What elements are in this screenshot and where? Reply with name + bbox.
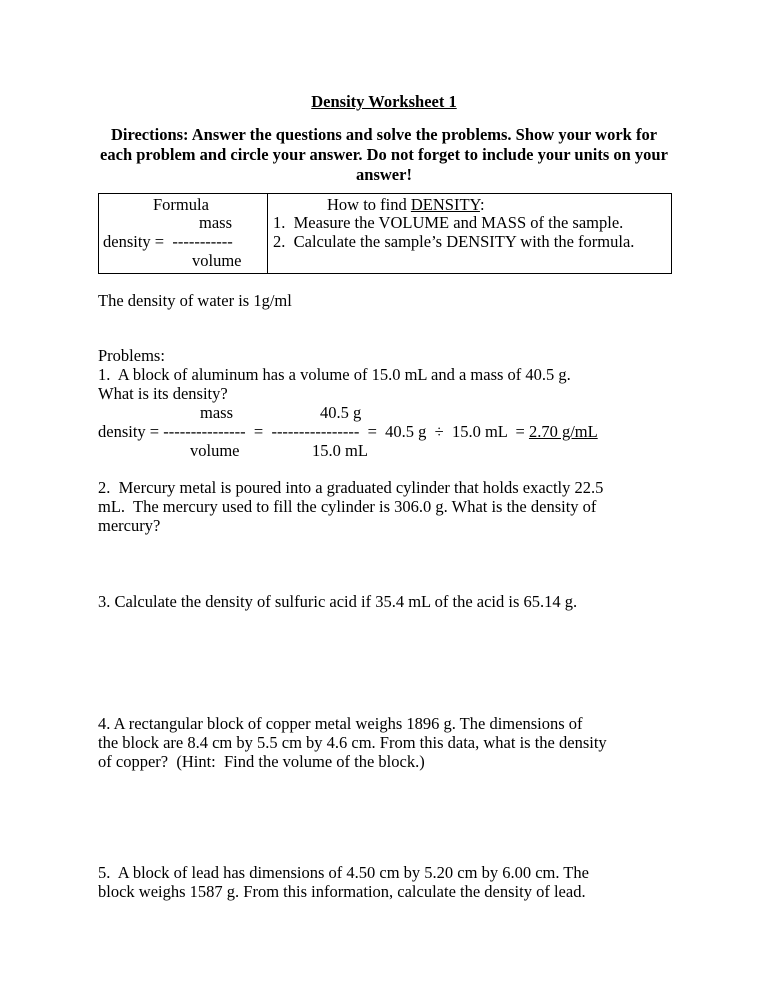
problem-1-numerator-value: 40.5 g xyxy=(320,403,362,422)
formula-heading: Formula xyxy=(153,195,209,214)
problem-2-line-1: 2. Mercury metal is poured into a graduated cylinder that holds exactly 22.5 xyxy=(98,478,604,497)
problem-4-line-3: of copper? (Hint: Find the volume of the block.) xyxy=(98,752,425,771)
problem-5-line-1: 5. A block of lead has dimensions of 4.50 cm by 5.20 cm by 6.00 cm. The xyxy=(98,863,589,882)
problem-3-line-1: 3. Calculate the density of sulfuric acid if 35.4 mL of the acid is 65.14 g. xyxy=(98,592,578,611)
problem-1-work-line xyxy=(98,422,598,441)
howto-heading xyxy=(327,196,485,215)
problem-1-denominator-value: 15.0 mL xyxy=(312,441,368,460)
problems-heading: Problems: xyxy=(98,346,165,365)
howto-step-1: 1. Measure the VOLUME and MASS of the sample. xyxy=(273,213,624,232)
formula-lhs: density = ----------- xyxy=(103,232,233,251)
table-divider xyxy=(267,194,268,273)
worksheet-title: Density Worksheet 1 xyxy=(311,92,457,111)
problem-4-line-2: the block are 8.4 cm by 5.5 cm by 4.6 cm. From this data, what is the density xyxy=(98,733,607,752)
howto-heading-word: DENSITY xyxy=(410,195,480,214)
problem-1-answer: 2.70 g/mL xyxy=(528,422,598,441)
directions-text: Directions: Answer the questions and solve the problems. Show your work for each problem and circle your answer. Do not forget to include your units on your answer! xyxy=(100,125,668,184)
problem-1-line-1: 1. A block of aluminum has a volume of 15.0 mL and a mass of 40.5 g. xyxy=(98,365,571,384)
problem-1-line-2: What is its density? xyxy=(98,384,228,403)
problem-1-numerator-label: mass xyxy=(200,403,233,422)
problem-2-line-3: mercury? xyxy=(98,516,161,535)
formula-denominator: volume xyxy=(192,251,242,270)
water-density-note: The density of water is 1g/ml xyxy=(98,291,292,310)
formula-numerator: mass xyxy=(199,213,232,232)
problem-5-line-2: block weighs 1587 g. From this information, calculate the density of lead. xyxy=(98,882,586,901)
problem-4-line-1: 4. A rectangular block of copper metal weighs 1896 g. The dimensions of xyxy=(98,714,583,733)
howto-heading-suffix: : xyxy=(479,195,485,214)
howto-step-2: 2. Calculate the sample’s DENSITY with the formula. xyxy=(273,232,635,251)
problem-1-work: density = --------------- = ---------------- = 40.5 g ÷ 15.0 mL = xyxy=(98,422,529,441)
formula-table xyxy=(98,193,672,274)
problem-2-line-2: mL. The mercury used to fill the cylinder is 306.0 g. What is the density of xyxy=(98,497,597,516)
problem-1-denominator-label: volume xyxy=(190,441,240,460)
howto-heading-prefix: How to find xyxy=(327,195,411,214)
